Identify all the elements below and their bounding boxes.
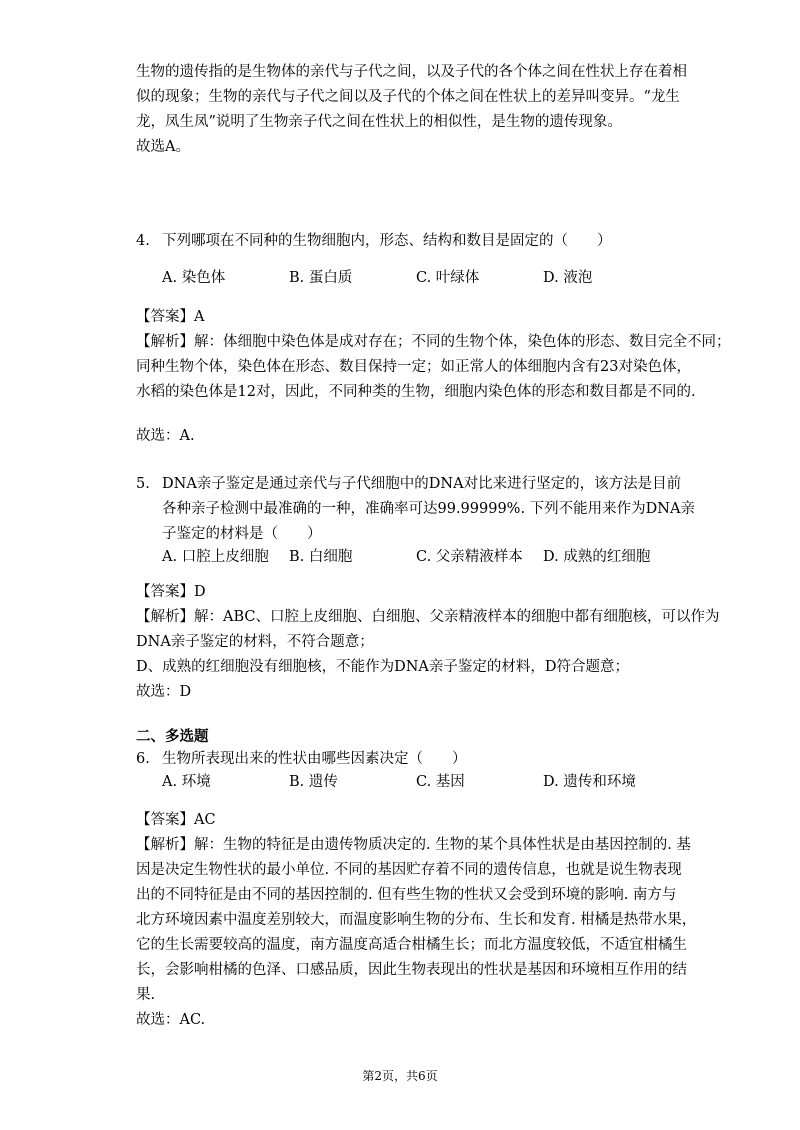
option-d: D. 成熟的红细胞: [543, 549, 651, 565]
question-stem: [162, 472, 695, 547]
analysis-line: 【解析】解：体细胞中染色体是成对存在；不同的生物个体，染色体的形态、数目完全不同；: [136, 334, 731, 350]
option-a: A. 染色体: [162, 270, 226, 286]
question-number: 5.: [136, 476, 150, 492]
text-line: 似的现象；生物的亲代与子代之间以及子代的个体之间在性状上的差异叫变异。“龙生: [136, 89, 680, 105]
option-d: D. 液泡: [543, 270, 593, 286]
options-row: [162, 266, 672, 291]
analysis-line: 【解析】解：ABC、口腔上皮细胞、白细胞、父亲精液样本的细胞中都有细胞核，可以作为: [136, 609, 720, 625]
options-row: [162, 770, 672, 795]
options-row: [162, 545, 672, 570]
stem-line: DNA亲子鉴定是通过亲代与子代细胞中的DNA对比来进行坚定的，该方法是目前: [162, 476, 682, 492]
option-d: D. 遗传和环境: [543, 774, 636, 790]
analysis-line: 同种生物个体，染色体在形态、数目保持一定；如正常人的体细胞内含有23对染色体，: [136, 359, 691, 375]
answer-label: 【答案】A: [136, 309, 205, 325]
analysis-line: D、成熟的红细胞没有细胞核，不能作为DNA亲子鉴定的材料，D符合题意；: [136, 659, 630, 675]
option-c: C. 父亲精液样本: [416, 549, 523, 565]
analysis-line: 北方环境因素中温度差别较大，而温度影响生物的分布、生长和发育. 柑橘是热带水果，: [136, 912, 697, 928]
analysis-line: 长，会影响柑橘的色泽、口感品质，因此生物表现出的性状是基因和环境相互作用的结: [136, 962, 687, 978]
stem-line: 下列哪项在不同种的生物细胞内，形态、结构和数目是固定的（ ）: [162, 233, 612, 249]
answer-block: [136, 808, 697, 1033]
analysis-line: DNA亲子鉴定的材料，不符合题意；: [136, 634, 374, 650]
analysis-line: 它的生长需要较高的温度，南方温度高适合柑橘生长；而北方温度较低，不适宜柑橘生: [136, 937, 687, 953]
conclusion: 故选：A.: [136, 428, 195, 444]
section-title: 二、多选题: [136, 728, 209, 745]
option-a: A. 环境: [162, 774, 211, 790]
question-number: 6.: [136, 751, 150, 767]
stem-line: 各种亲子检测中最准确的一种，准确率可达99.99999%. 下列不能用来作为DNA亲: [162, 501, 695, 517]
question-number: 4.: [136, 233, 150, 249]
option-b: B. 遗传: [289, 774, 338, 790]
stem-line: 子鉴定的材料是（ ）: [162, 526, 322, 542]
answer-block: [136, 580, 720, 705]
option-b: B. 白细胞: [289, 549, 353, 565]
analysis-line: 水稻的染色体是12对，因此，不同种类的生物，细胞内染色体的形态和数目都是不同的.: [136, 384, 696, 400]
option-a: A. 口腔上皮细胞: [162, 549, 269, 565]
answer-block: [136, 305, 731, 405]
analysis-line: 出的不同特征是由不同的基因控制的. 但有些生物的性状又会受到环境的影响. 南方与: [136, 887, 677, 903]
analysis-line: 因是决定生物性状的最小单位. 不同的基因贮存着不同的遗传信息，也就是说生物表现: [136, 862, 682, 878]
option-b: B. 蛋白质: [289, 270, 353, 286]
analysis-line: 【解析】解：生物的特征是由遗传物质决定的. 生物的某个具体性状是由基因控制的. 基: [136, 837, 691, 853]
stem-line: 生物所表现出来的性状由哪些因素决定（ ）: [162, 751, 467, 767]
option-c: C. 基因: [416, 774, 465, 790]
answer-label: 【答案】AC: [136, 812, 216, 828]
intro-paragraph: [136, 60, 687, 160]
text-line: 龙，凤生凤”说明了生物亲子代之间在性状上的相似性，是生物的遗传现象。: [136, 114, 622, 130]
question-stem: [162, 229, 672, 254]
analysis-line: 果.: [136, 987, 156, 1003]
question-stem: [162, 747, 672, 772]
text-line: 故选A。: [136, 139, 190, 155]
analysis-line: 故选：D: [136, 684, 192, 700]
option-c: C. 叶绿体: [416, 270, 480, 286]
answer-label: 【答案】D: [136, 584, 206, 600]
text-line: 生物的遗传指的是生物体的亲代与子代之间，以及子代的各个体之间在性状上存在着相: [136, 64, 687, 80]
conclusion: 故选：AC.: [136, 1012, 206, 1028]
page-footer: 第2页，共6页: [362, 1069, 438, 1083]
